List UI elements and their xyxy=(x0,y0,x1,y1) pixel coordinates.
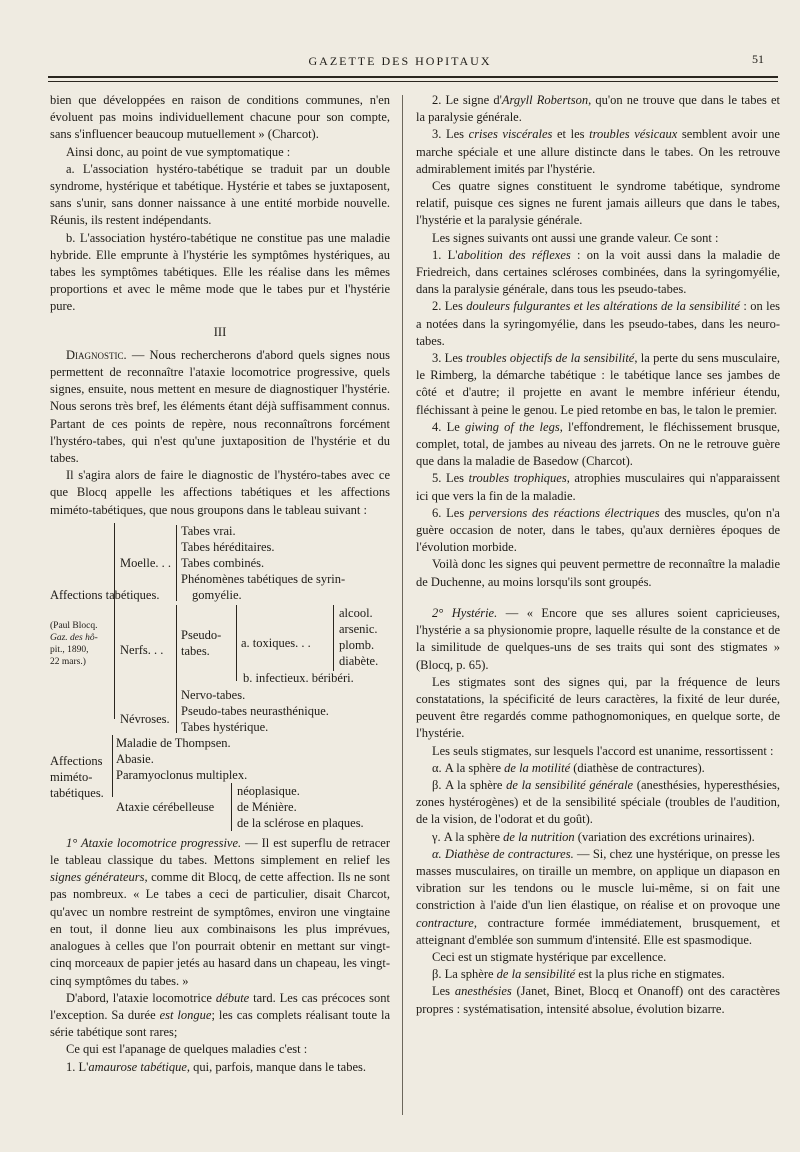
table-brace xyxy=(236,605,237,681)
paragraph: Ainsi donc, au point de vue symptomatique : xyxy=(66,144,291,159)
page-number: 51 xyxy=(752,52,764,66)
header-rule-thin xyxy=(48,81,778,82)
paragraph-text: — Nous rechercherons d'abord quels signes nous permettent de reconnaître l'ataxie locomotrice progressive, quels signes, ensuite, nous mettent en mesure de diagnostiquer l'hystérie. Nous serons très bref, les éléments étant déjà suffisamment connus. Partant de ces points de repère, nous reconnaîtrons forcément l'hystéro-tabes, qui n'est qu'une juxtaposition de l'hystérie et du tabes. xyxy=(50,347,390,466)
paragraph: Ceci est un stigmate hystérique par excellence. xyxy=(432,949,667,964)
table-entry: Tabes combinés. xyxy=(181,555,265,570)
left-column xyxy=(50,92,390,1076)
table-brace xyxy=(112,735,113,797)
paragraph: D'abord, l'ataxie locomotrice débute tard. Les cas précoces sont l'exception. Sa durée est longue; les cas complets réalisant toute la série tabétique sont rares; xyxy=(50,990,390,1040)
paragraph: 5. Les troubles trophiques, atrophies musculaires qui n'apparaissent ici que vers la fin de la maladie. xyxy=(416,471,780,503)
paragraph: 3. Les troubles objectifs de la sensibilité, la perte du sens musculaire, le Rimberg, la démarche tabétique : le tabétique lance ses jambes de côté et d'autre; il projette en avant le membre inférieur étendu, fléchissant à peine le genou. Le pied retombe en bas, le talon le premier. xyxy=(416,351,780,417)
table-entry: Abasie. xyxy=(116,751,154,766)
table-label: Pseudo- xyxy=(181,627,222,642)
table-entry: plomb. xyxy=(339,637,375,652)
table-entry: gomyélie. xyxy=(192,587,242,602)
paragraph: Les seuls stigmates, sur lesquels l'accord est unanime, ressortissent : xyxy=(432,743,774,758)
table-entry: Tabes vrai. xyxy=(181,523,236,538)
table-citation: 22 mars.) xyxy=(50,656,86,667)
table-entry: néoplasique. xyxy=(237,783,300,798)
right-column xyxy=(416,92,780,1018)
table-brace xyxy=(176,525,177,601)
table-brace xyxy=(333,605,334,671)
running-head xyxy=(0,52,800,72)
table-entry: diabète. xyxy=(339,653,379,668)
table-entry: a. toxiques. . . xyxy=(241,635,311,650)
paragraph: 6. Les perversions des réactions électriques des muscles, qu'on n'a guère occasion de noter, dans le tabes, qu'aux dernières époques de l'évolution morbide. xyxy=(416,505,780,555)
paragraph-label: 2° Hystérie. xyxy=(432,605,498,620)
paragraph-label: Diagnostic. xyxy=(66,347,127,362)
table-citation: pit., 1890, xyxy=(50,644,89,655)
paragraph: γ. A la sphère de la nutrition (variation des excrétions urinaires). xyxy=(432,829,755,844)
table-label: tabétiques. xyxy=(50,785,104,800)
paragraph: α. Diathèse de contractures. — Si, chez une hystérique, on presse les masses musculaires, on tiraille un membre, on applique un diapason en vibration sur les tendons ou le muscle lui-même, si on fait une constriction à l'aide d'un lien élastique, on réalise et on provoque une contracture, contracture formée immédiatement, brusquement, et atteignant d'emblée son summum d'intensité. Elle est spasmodique. xyxy=(416,846,781,947)
paragraph: 2° Hystérie. — « Encore que ses allures soient capricieuses, l'hystérie a sa physionomie propre, laquelle résulte de la constance et de la similitude de quelques-uns de ses traits qui sont des stigmates » (Blocq, p. 65). xyxy=(416,605,780,672)
table-label: Affections tabétiques. xyxy=(50,587,160,602)
paragraph: Les stigmates sont des signes qui, par la fréquence de leurs constatations, la spécificité de leurs caractères, la fixité de leur durée, peuvent être regardés comme pathognomoniques, en quelque sorte, de l'hystérie. xyxy=(416,674,780,741)
paragraph: α. A la sphère de la motilité (diathèse de contractures). xyxy=(432,760,705,775)
table-entry: de Ménière. xyxy=(237,799,297,814)
table-entry: Ataxie cérébelleuse xyxy=(116,799,215,814)
paragraph: 2. Le signe d'Argyll Robertson, qu'on ne trouve que dans le tabes et la paralysie générale. xyxy=(416,93,781,125)
paragraph: b. L'association hystéro-tabétique ne constitue pas une maladie hybride. Elle emprunte à l'hystérie les symptômes hystériques, au tabes les symptômes tabétiques. Elle les réalise dans les mêmes proportions et avec le même mode que le tabes pur et l'hystérie pure. xyxy=(50,230,390,314)
paragraph: a. L'association hystéro-tabétique se traduit par un double syndrome, hystérique et tabétique. Hystérie et tabes se juxtaposent, sans s'unir, sans donner naissance à une entité morbide nouvelle. Réunis, ils restent indépendants. xyxy=(50,161,390,228)
table-entry: Tabes hystérique. xyxy=(181,719,269,734)
paragraph: Voilà donc les signes qui peuvent permettre de reconnaître la maladie de Duchenne, au moins lorsqu'ils sont groupés. xyxy=(416,557,780,589)
paragraph: Ces quatre signes constituent le syndrome tabétique, syndrome relatif, puisque ces signes ne furent jamais ailleurs que dans le tabes, l'hystérie et la paralysie générale. xyxy=(416,179,780,228)
paragraph: 3. Les crises viscérales et les troubles vésicaux semblent avoir une marche spéciale et une allure distincte dans le tabes. On les retrouve admirablement imités par l'hystérie. xyxy=(416,127,780,176)
paragraph: 1. L'amaurose tabétique, qui, parfois, manque dans le tabes. xyxy=(66,1059,366,1074)
paragraph xyxy=(50,347,390,467)
paragraph: Les signes suivants ont aussi une grande valeur. Ce sont : xyxy=(432,230,719,245)
classification-table xyxy=(50,523,390,830)
column-divider xyxy=(402,95,403,1115)
header-rule-thick xyxy=(48,76,778,78)
paragraph: 1. L'abolition des réflexes : on la voit aussi dans la maladie de Friedreich, dans certaines scléroses combinées, dans la syringomyélie, dans la paralysie générale, dans tous les pseudo-tabes. xyxy=(416,247,781,297)
table-citation: Gaz. des hô- xyxy=(50,632,98,643)
paragraph: Il s'agira alors de faire le diagnostic de l'hystéro-tabes avec ce que Blocq appelle les affections tabétiques et les affections miméto-tabétiques, que nous groupons dans le tableau suivant : xyxy=(50,468,390,517)
paragraph: 4. Le giwing of the legs, l'effondrement, le fléchissement brusque, complet, total, de jambes au niveau des jarrets. On ne le retrouve guère que dans la maladie de Basedow (Charcot). xyxy=(416,419,780,469)
paragraph: β. A la sphère de la sensibilité générale (anesthésies, hyperesthésies, zones hystérogènes) et de la sensibilité spéciale (troubles de l'audition, de la vision, de l'odorat et du goût). xyxy=(416,777,780,827)
table-label: Moelle. . . xyxy=(120,555,172,570)
table-label: Nerfs. . . xyxy=(120,642,164,657)
table-entry: Maladie de Thompsen. xyxy=(116,735,231,750)
table-entry: Paramyoclonus multiplex. xyxy=(116,767,248,782)
table-citation: (Paul Blocq. xyxy=(50,620,98,631)
paragraph: β. La sphère de la sensibilité est la plus riche en stigmates. xyxy=(432,967,725,982)
table-entry: Pseudo-tabes neurasthénique. xyxy=(181,703,329,718)
paragraph: bien que développées en raison de conditions communes, n'en évoluent pas moins individuellement chacune pour son compte, sans s'influencer beaucoup mutuellement » (Charcot). xyxy=(50,93,390,142)
table-brace xyxy=(114,523,115,719)
paragraph: Ce qui est l'apanage de quelques maladies c'est : xyxy=(66,1042,308,1057)
table-brace xyxy=(231,783,232,831)
paragraph: 1° Ataxie locomotrice progressive. — Il est superflu de retracer le tableau classique du tabes. Mettons simplement en relief les signes générateurs, comme dit Blocq, de cette affection. Ils ne sont pas nombreux. « Le tabes a ceci de particulier, disait Charcot, qu'avec un nombre restreint de symptômes, environ une vingtaine en tout, il donne lieu aux combinaisons les plus imprévues, analogues à celles que l'on pourrait obtenir en mettant sur vingt-cinq morceaux de papier jetés au hasard dans un chapeau, les vingt-cinq symptômes du tabes. » xyxy=(50,835,391,988)
paragraph-label: 1° Ataxie locomotrice progressive. xyxy=(66,835,242,850)
table-entry: Tabes héréditaires. xyxy=(181,539,275,554)
section-number: III xyxy=(213,324,227,339)
table-entry: Phénomènes tabétiques de syrin- xyxy=(181,571,346,586)
table-label: Névroses. xyxy=(120,711,170,726)
table-entry: alcool. xyxy=(339,605,373,620)
table-entry: Nervo-tabes. xyxy=(181,687,246,702)
table-entry: de la sclérose en plaques. xyxy=(237,815,364,830)
table-entry: arsenic. xyxy=(339,621,378,636)
paragraph: Les anesthésies (Janet, Binet, Blocq et Onanoff) ont des caractères propres : systématisation, intensité absolue, évolution bizarre. xyxy=(416,984,780,1016)
paragraph-label: α. Diathèse de contractures. xyxy=(432,846,574,861)
running-title: GAZETTE DES HOPITAUX xyxy=(308,54,492,68)
table-brace xyxy=(176,703,177,733)
table-label: miméto- xyxy=(50,769,93,784)
paragraph: 2. Les douleurs fulgurantes et les altérations de la sensibilité : on les a notées dans la syringomyélie, dans les pseudo-tabes, dans les neuro-tabes. xyxy=(416,299,780,348)
table-label: Affections xyxy=(50,753,103,768)
table-label: tabes. xyxy=(181,643,210,658)
table-brace xyxy=(176,605,177,719)
table-entry: b. infectieux. béribéri. xyxy=(243,670,354,685)
